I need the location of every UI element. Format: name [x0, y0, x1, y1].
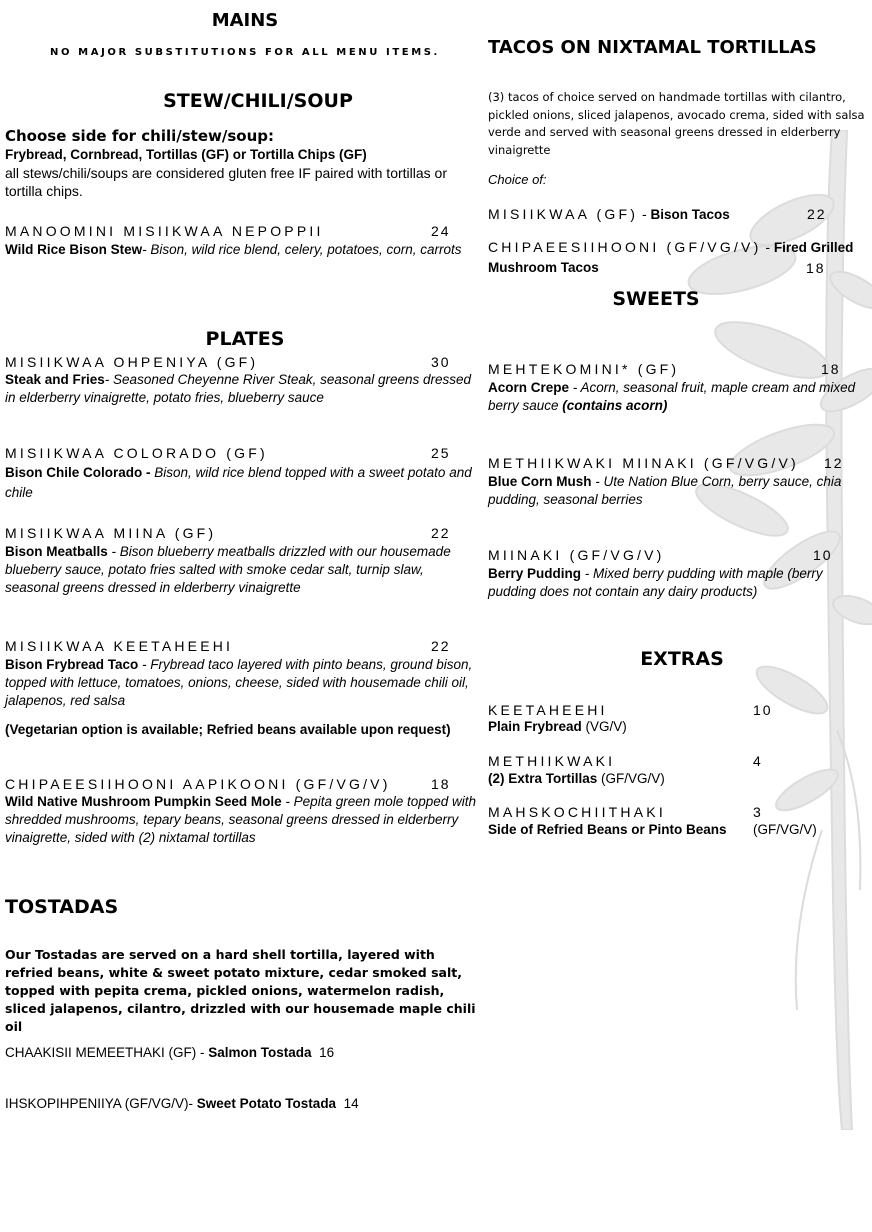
extra-price-1: 10 — [753, 702, 773, 718]
plate-price-3: 22 — [431, 525, 451, 541]
plate-price-1: 30 — [431, 354, 451, 370]
sweet-name-2: METHIIKWAKI MIINAKI (GF/VG/V) — [488, 455, 799, 471]
plates-title: PLATES — [205, 328, 285, 350]
plate-name-1: MISIIKWAA OHPENIYA (GF) — [5, 354, 259, 370]
plate-name-5: CHIPAEESIIHOONI AAPIKOONI (GF/VG/V) — [5, 776, 391, 792]
extra-name-1: KEETAHEEHI — [488, 702, 608, 718]
stew-item-name: MANOOMINI MISIIKWAA NEPOPPII — [5, 223, 324, 239]
taco-price-2: 18 — [806, 260, 826, 276]
plate-desc-2: Bison Chile Colorado - Bison, wild rice blend topped with a sweet potato and chile — [5, 465, 472, 500]
tacos-title: TACOS ON NIXTAMAL TORTILLAS — [488, 37, 817, 58]
stew-title: STEW/CHILI/SOUP — [163, 90, 353, 112]
sweet-desc-3: Berry Pudding - Mixed berry pudding with maple (berry pudding does not contain any dairy products) — [488, 566, 823, 599]
mains-title: MAINS — [211, 10, 279, 31]
extra-name-3: MAHSKOCHIITHAKI — [488, 804, 666, 820]
sweet-name-3: MIINAKI (GF/VG/V) — [488, 547, 665, 563]
stew-gf-note: all stews/chili/soups are considered gluten free IF paired with tortillas or tortilla chips. — [5, 165, 447, 199]
sweet-name-1: MEHTEKOMINI* (GF) — [488, 361, 680, 377]
stew-item-desc: Wild Rice Bison Stew- Bison, wild rice blend, celery, potatoes, corn, carrots — [5, 242, 462, 257]
tostada-item-2: IHSKOPIHPENIIYA (GF/VG/V)- Sweet Potato Tostada 14 — [5, 1096, 359, 1111]
extra-desc-1: Plain Frybread (VG/V) — [488, 719, 627, 734]
sweet-desc-1: Acorn Crepe - Acorn, seasonal fruit, maple cream and mixed berry sauce (contains acorn) — [488, 380, 856, 413]
sweet-price-1: 18 — [821, 361, 841, 377]
taco-item-2-line2: Mushroom Tacos — [488, 260, 599, 275]
mains-note: NO MAJOR SUBSTITUTIONS FOR ALL MENU ITEMS. — [50, 47, 440, 58]
sweet-price-3: 10 — [813, 547, 833, 563]
plate-desc-5: Wild Native Mushroom Pumpkin Seed Mole - Pepita green mole topped with shredded mushrooms, tepary beans, seasonal greens dressed in elderberry vinaigrette, sided with (2) nixtamal tortillas — [5, 794, 477, 845]
tostadas-intro: Our Tostadas are served on a hard shell tortilla, layered with refried beans, white & sweet potato mixture, cedar smoked salt, topped with pepita crema, pickled onions, watermelon radish, sliced jalapenos, cilantro, drizzled with our housemade maple chili oil — [5, 947, 476, 1034]
extra-tag-3: (GF/VG/V) — [753, 822, 817, 837]
plate-desc-3: Bison Meatballs - Bison blueberry meatballs drizzled with our housemade blueberry sauce, potato fries salted with smoke cedar salt, turnip slaw, seasonal greens dressed in elderberry vinaigrette — [5, 544, 451, 595]
stew-choose: Choose side for chili/stew/soup: — [5, 127, 275, 145]
taco-price-1: 22 — [807, 206, 827, 222]
extra-price-3: 3 — [753, 804, 763, 820]
stew-item-price: 24 — [431, 223, 451, 239]
plate-price-4: 22 — [431, 638, 451, 654]
plate-price-2: 25 — [431, 445, 451, 461]
extra-desc-3: Side of Refried Beans or Pinto Beans — [488, 822, 727, 837]
plate-desc-1: Steak and Fries- Seasoned Cheyenne River Steak, seasonal greens dressed in elderberry vinaigrette, potato fries, blueberry sauce — [5, 372, 472, 405]
extra-name-2: METHIIKWAKI — [488, 753, 616, 769]
plates-veg-note: (Vegetarian option is available; Refried beans available upon request) — [5, 722, 451, 737]
tostadas-title: TOSTADAS — [5, 896, 119, 918]
tacos-intro: (3) tacos of choice served on handmade tortillas with cilantro, pickled onions, sliced jalapenos, avocado crema, sided with salsa verde and served with seasonal greens dressed in elderberry vinaigrette — [488, 90, 865, 157]
plate-name-4: MISIIKWAA KEETAHEEHI — [5, 638, 234, 654]
stew-sides: Frybread, Cornbread, Tortillas (GF) or Tortilla Chips (GF) — [5, 147, 367, 162]
plant-illustration — [682, 130, 872, 1130]
plate-name-3: MISIIKWAA MIINA (GF) — [5, 525, 217, 541]
sweets-title: SWEETS — [612, 288, 700, 310]
tacos-choice: Choice of: — [488, 172, 547, 187]
tostada-item-1: CHAAKISII MEMEETHAKI (GF) - Salmon Tostada 16 — [5, 1045, 335, 1060]
plate-desc-4: Bison Frybread Taco - Frybread taco layered with pinto beans, ground bison, topped with lettuce, tomatoes, onions, cheese, sided with housemade chili oil, jalapenos, red salsa — [5, 657, 473, 708]
plate-name-2: MISIIKWAA COLORADO (GF) — [5, 445, 268, 461]
sweet-desc-2: Blue Corn Mush - Ute Nation Blue Corn, berry sauce, chia pudding, seasonal berries — [488, 474, 842, 507]
extras-title: EXTRAS — [640, 648, 724, 670]
extra-desc-2: (2) Extra Tortillas (GF/VG/V) — [488, 771, 665, 786]
taco-item-1: MISIIKWAA (GF) - Bison Tacos — [488, 206, 730, 222]
sweet-price-2: 12 — [824, 455, 844, 471]
taco-item-2: CHIPAEESIIHOONI (GF/VG/V) - Fired Grilled — [488, 239, 854, 255]
plate-price-5: 18 — [431, 776, 451, 792]
extra-price-2: 4 — [753, 753, 763, 769]
